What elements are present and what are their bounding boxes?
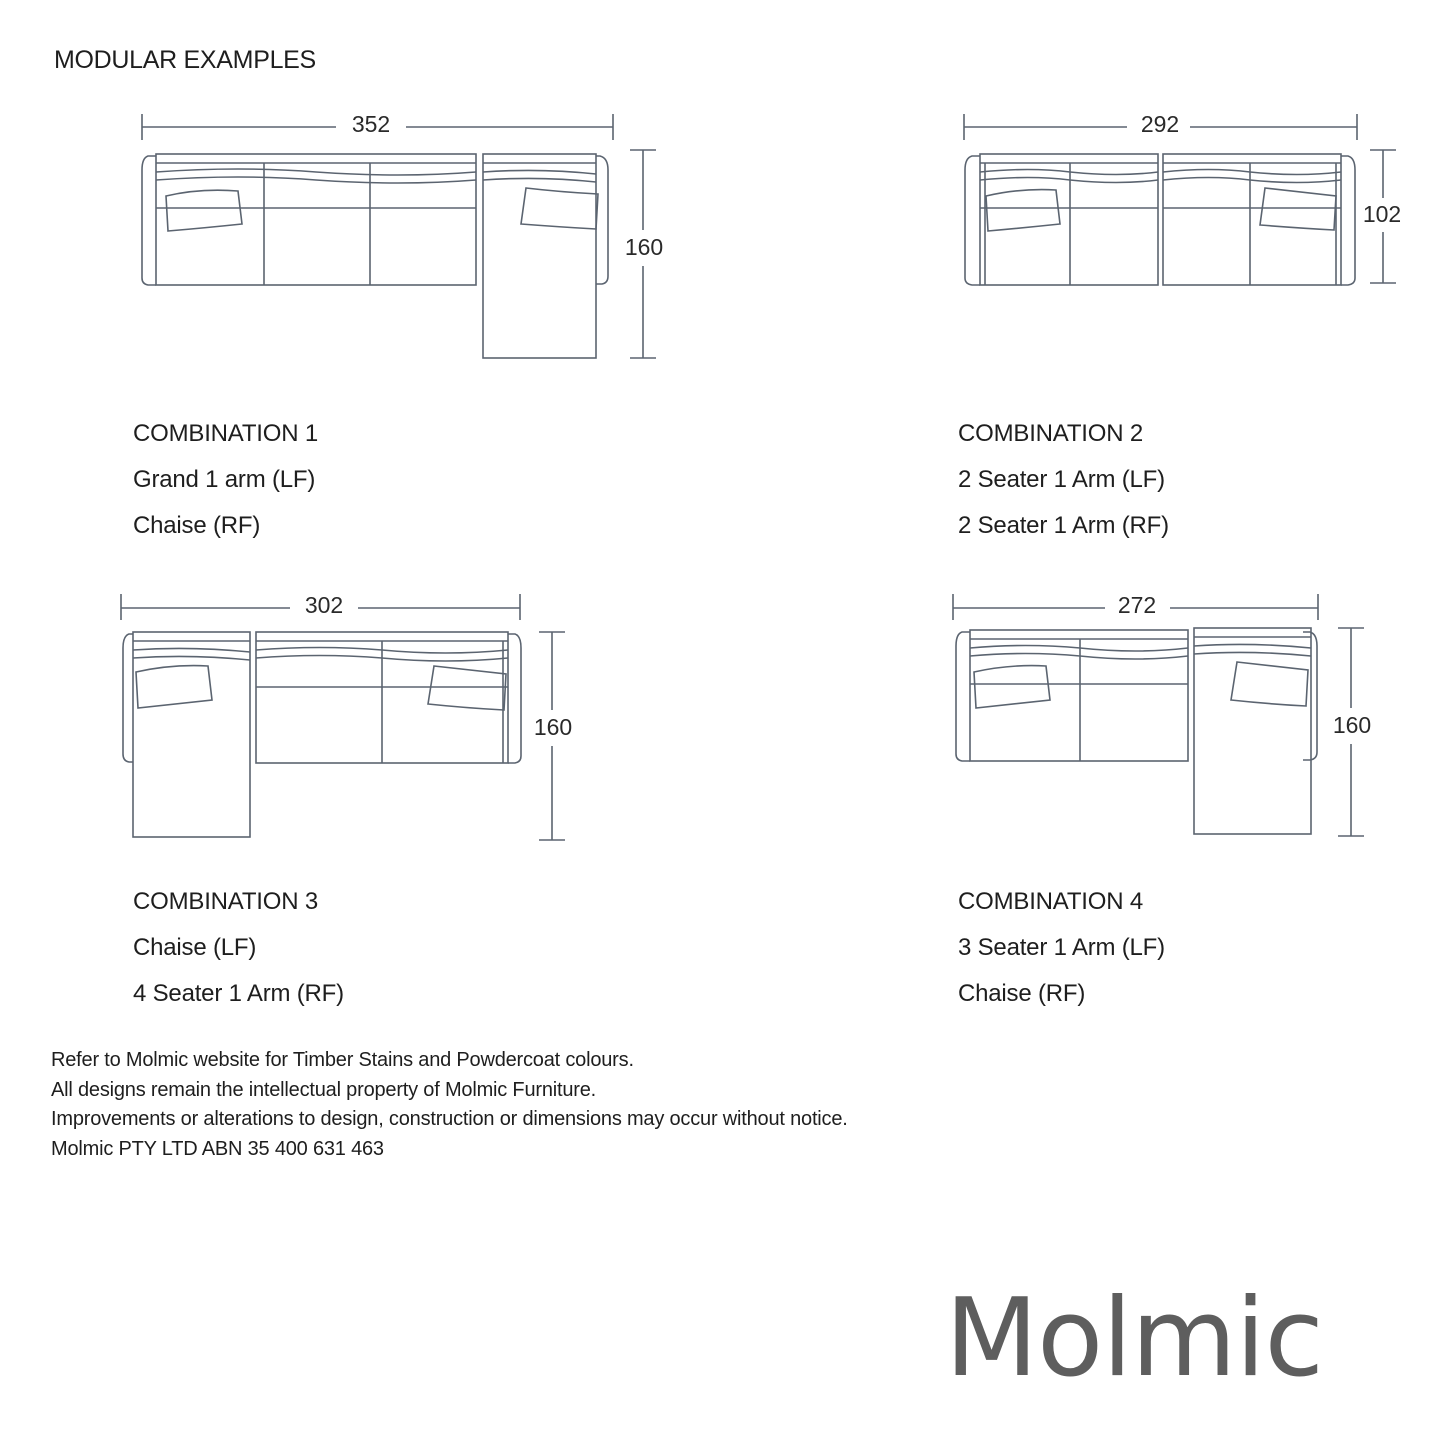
module-4-seater-1-arm-rf bbox=[256, 632, 521, 763]
cushion-left bbox=[974, 666, 1050, 708]
combination-title: COMBINATION 2 bbox=[958, 420, 1143, 447]
combination-3-drawing bbox=[121, 594, 565, 840]
depth-label-1: 160 bbox=[624, 234, 664, 260]
width-label-3: 302 bbox=[304, 592, 344, 618]
note-line: Improvements or alterations to design, construction or dimensions may occur without notice. bbox=[51, 1108, 848, 1130]
width-label-2: 292 bbox=[1140, 111, 1180, 137]
combination-title: COMBINATION 3 bbox=[133, 888, 318, 915]
note-line: Refer to Molmic website for Timber Stains and Powdercoat colours. bbox=[51, 1049, 634, 1071]
module-chaise-rf bbox=[483, 154, 608, 358]
module-name: Grand 1 arm (LF) bbox=[133, 466, 316, 493]
module-chaise-lf bbox=[123, 632, 250, 837]
module-name: 4 Seater 1 Arm (RF) bbox=[133, 980, 344, 1007]
cushion-right bbox=[1231, 662, 1308, 706]
combination-title: COMBINATION 1 bbox=[133, 420, 318, 447]
module-3-seater-1-arm-lf bbox=[956, 630, 1188, 761]
cushion-left bbox=[136, 666, 212, 708]
cushion-left bbox=[986, 190, 1060, 231]
combination-1-drawing bbox=[142, 114, 656, 358]
module-name: 2 Seater 1 Arm (RF) bbox=[958, 512, 1169, 539]
cushion-right bbox=[1260, 188, 1336, 230]
width-label-4: 272 bbox=[1117, 592, 1157, 618]
module-2-seater-1-arm-lf bbox=[965, 154, 1158, 285]
module-grand-1-arm-lf bbox=[142, 154, 476, 285]
molmic-logo: Molmic bbox=[945, 1276, 1323, 1401]
page-title: MODULAR EXAMPLES bbox=[54, 46, 316, 74]
note-line: Molmic PTY LTD ABN 35 400 631 463 bbox=[51, 1137, 384, 1160]
combination-1-label bbox=[133, 411, 318, 549]
cushion-right bbox=[428, 666, 506, 710]
note-line: All designs remain the intellectual property of Molmic Furniture. bbox=[51, 1078, 597, 1101]
combination-3-label bbox=[133, 879, 344, 1017]
combination-4-drawing bbox=[953, 594, 1364, 836]
width-label-1: 352 bbox=[351, 111, 391, 137]
module-name: 3 Seater 1 Arm (LF) bbox=[958, 934, 1165, 961]
cushion-right bbox=[521, 188, 598, 229]
depth-label-3: 160 bbox=[533, 714, 573, 740]
combination-2-label bbox=[958, 411, 1169, 549]
cushion-left bbox=[166, 190, 242, 231]
combination-title: COMBINATION 4 bbox=[958, 888, 1143, 915]
combination-2-drawing bbox=[964, 114, 1396, 285]
combination-4-label bbox=[958, 879, 1165, 1017]
module-chaise-rf bbox=[1194, 628, 1317, 834]
module-name: 2 Seater 1 Arm (LF) bbox=[958, 466, 1165, 493]
depth-label-2: 102 bbox=[1362, 201, 1402, 227]
module-2-seater-1-arm-rf bbox=[1163, 154, 1355, 285]
footer-notes bbox=[51, 1046, 848, 1164]
depth-label-4: 160 bbox=[1332, 712, 1372, 738]
module-name: Chaise (LF) bbox=[133, 934, 257, 961]
module-name: Chaise (RF) bbox=[133, 512, 261, 539]
module-name: Chaise (RF) bbox=[958, 980, 1086, 1007]
